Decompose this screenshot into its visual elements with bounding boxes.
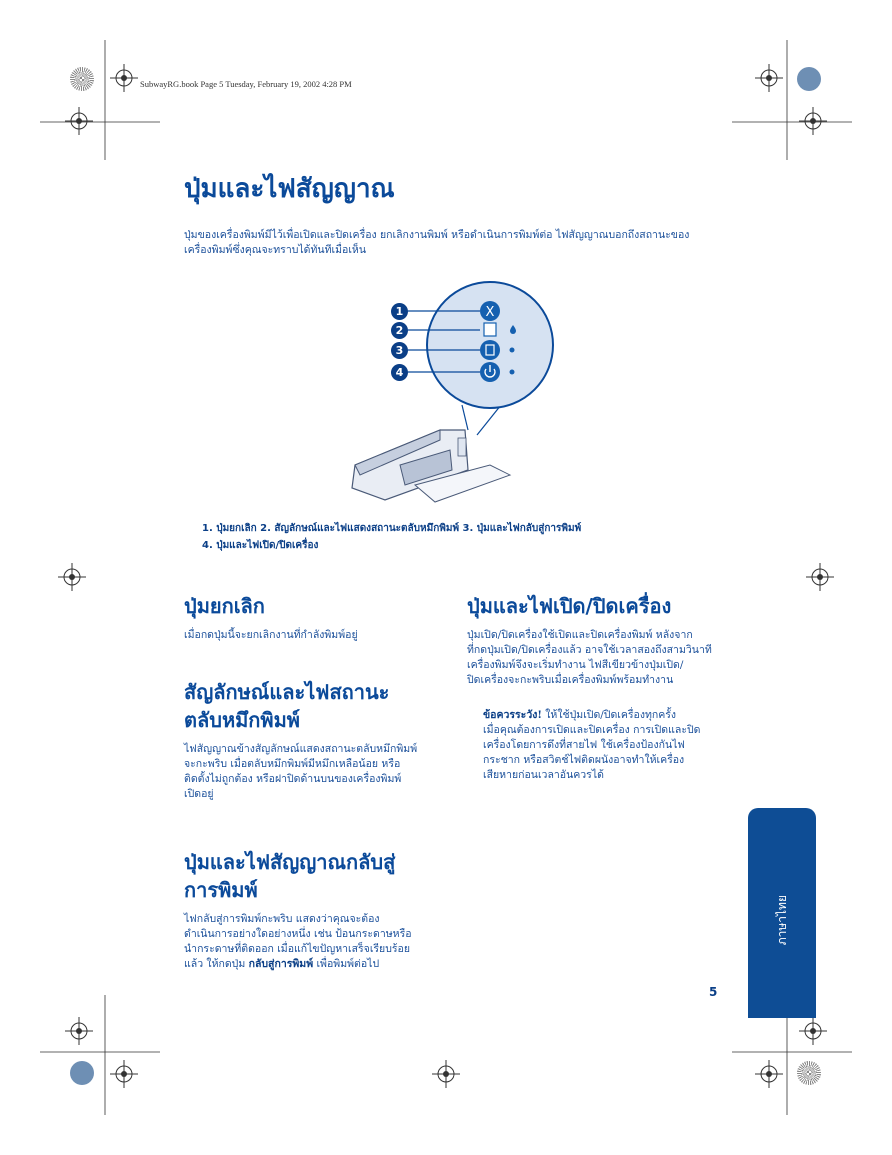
section-heading-cancel: ปุ่มยกเลิก bbox=[184, 594, 265, 618]
body-text: ให้ใช้ปุ่มเปิด/ปิดเครื่องทุกครั้ง bbox=[541, 709, 677, 721]
registration-target-icon bbox=[65, 1017, 93, 1045]
intro-line: เครื่องพิมพ์ซึ่งคุณจะทราบได้ทันทีเมื่อเห็น bbox=[184, 244, 367, 256]
intro-paragraph bbox=[184, 228, 754, 258]
heading-line: ปุ่มและไฟสัญญาณกลับสู่ bbox=[184, 850, 396, 874]
heading-line: ตลับหมึกพิมพ์ bbox=[184, 708, 300, 732]
registration-target-icon bbox=[110, 64, 138, 92]
callout-number-1: 1 bbox=[391, 303, 408, 320]
color-dot-icon bbox=[70, 67, 94, 91]
body-line: นำกระดาษที่ติดออก เมื่อแก้ไขปัญหาเสร็จเรียบร้อย bbox=[184, 943, 410, 955]
section-body-cancel bbox=[184, 628, 444, 643]
registration-target-icon bbox=[799, 1017, 827, 1045]
body-text: เพื่อพิมพ์ต่อไป bbox=[313, 958, 380, 970]
body-line: ปุ่มเปิด/ปิดเครื่องใช้เปิดและปิดเครื่องพิมพ์ หลังจาก bbox=[467, 629, 693, 641]
section-heading-resume bbox=[184, 848, 395, 904]
body-line: กระชาก หรือสวิตช์ไฟติดผนังอาจทำให้เครื่อง bbox=[483, 754, 685, 766]
callout-number-2: 2 bbox=[391, 322, 408, 339]
body-line: ดำเนินการอย่างใดอย่างหนึ่ง เช่น ป้อนกระดาษหรือ bbox=[184, 928, 412, 940]
body-text: แล้ว ให้กดปุ่ม bbox=[184, 958, 249, 970]
page-title: ปุ่มและไฟสัญญาณ bbox=[184, 174, 395, 204]
registration-target-icon bbox=[432, 1060, 460, 1088]
body-line: เมื่อกดปุ่มนี้จะยกเลิกงานที่กำลังพิมพ์อยู่ bbox=[184, 629, 358, 641]
warning-note bbox=[483, 708, 733, 783]
callout-number-4: 4 bbox=[391, 364, 408, 381]
section-body-cartridge bbox=[184, 742, 454, 802]
svg-text:X: X bbox=[485, 305, 495, 320]
body-line: ปิดเครื่องจะกะพริบเมื่อเครื่องพิมพ์พร้อมทำงาน bbox=[467, 674, 674, 686]
caption-line: 4. ปุ่มและไฟเปิด/ปิดเครื่อง bbox=[202, 540, 319, 551]
section-heading-power: ปุ่มและไฟเปิด/ปิดเครื่อง bbox=[467, 594, 672, 618]
callout-number-3: 3 bbox=[391, 342, 408, 359]
body-line: เสียหายก่อนเวลาอันควรได้ bbox=[483, 769, 604, 781]
heading-line: การพิมพ์ bbox=[184, 878, 258, 902]
body-line: ติดตั้งไม่ถูกต้อง หรือฝาปิดด้านบนของเครื่องพิมพ์ bbox=[184, 773, 402, 785]
registration-target-icon bbox=[755, 64, 783, 92]
color-dot-icon bbox=[70, 1061, 94, 1085]
body-line bbox=[184, 957, 454, 972]
section-heading-cartridge bbox=[184, 678, 389, 734]
body-line: เมื่อคุณต้องการเปิดและปิดเครื่อง การเปิดและปิด bbox=[483, 724, 701, 736]
section-body-resume bbox=[184, 912, 454, 972]
cartridge-symbol-illustration bbox=[484, 323, 496, 336]
color-dot-icon bbox=[797, 1061, 821, 1085]
registration-target-icon bbox=[755, 1060, 783, 1088]
registration-target-icon bbox=[799, 107, 827, 135]
color-dot-icon bbox=[797, 67, 821, 91]
registration-target-icon bbox=[58, 563, 86, 591]
resume-button-illustration bbox=[480, 340, 500, 360]
registration-target-icon bbox=[806, 563, 834, 591]
body-line: ที่กดปุ่มเปิด/ปิดเครื่องแล้ว อาจใช้เวลาสองถึงสามวินาที bbox=[467, 644, 712, 656]
caption-line: 1. ปุ่มยกเลิก 2. สัญลักษณ์และไฟแสดงสถานะตลับหมึกพิมพ์ 3. ปุ่มและไฟกลับสู่การพิมพ์ bbox=[202, 523, 582, 534]
page-number: 5 bbox=[709, 985, 718, 999]
book-slug: SubwayRG.book Page 5 Tuesday, February 19, 2002 4:28 PM bbox=[140, 79, 352, 89]
resume-button-reference: กลับสู่การพิมพ์ bbox=[248, 958, 314, 970]
body-line: เครื่องโดยการดึงที่สายไฟ ใช้เครื่องป้องกันไฟ bbox=[483, 739, 685, 751]
body-line bbox=[483, 708, 733, 723]
intro-line: ปุ่มของเครื่องพิมพ์มีไว้เพื่อเปิดและปิดเครื่อง ยกเลิกงานพิมพ์ หรือดำเนินการพิมพ์ต่อ ไฟสัญญาณบอกถึงสถานะของ bbox=[184, 229, 690, 241]
body-line: จะกะพริบ เมื่อตลับหมึกพิมพ์มีหมึกเหลือน้อย หรือ bbox=[184, 758, 401, 770]
language-tab-label: ภาษาไทย bbox=[775, 895, 789, 946]
body-line: เปิดอยู่ bbox=[184, 788, 214, 800]
body-line: เครื่องพิมพ์จึงจะเริ่มทำงาน ไฟสีเขียวข้างปุ่มเปิด/ bbox=[467, 659, 684, 671]
figure-caption bbox=[202, 520, 702, 554]
body-line: ไฟสัญญาณข้างสัญลักษณ์แสดงสถานะตลับหมึกพิมพ์ bbox=[184, 743, 418, 755]
registration-target-icon bbox=[65, 107, 93, 135]
warning-label: ข้อควรระวัง! bbox=[483, 709, 542, 721]
body-line: ไฟกลับสู่การพิมพ์กะพริบ แสดงว่าคุณจะต้อง bbox=[184, 913, 380, 925]
registration-target-icon bbox=[110, 1060, 138, 1088]
printer-illustration bbox=[340, 280, 570, 515]
section-body-power bbox=[467, 628, 737, 688]
heading-line: สัญลักษณ์และไฟสถานะ bbox=[184, 680, 390, 704]
